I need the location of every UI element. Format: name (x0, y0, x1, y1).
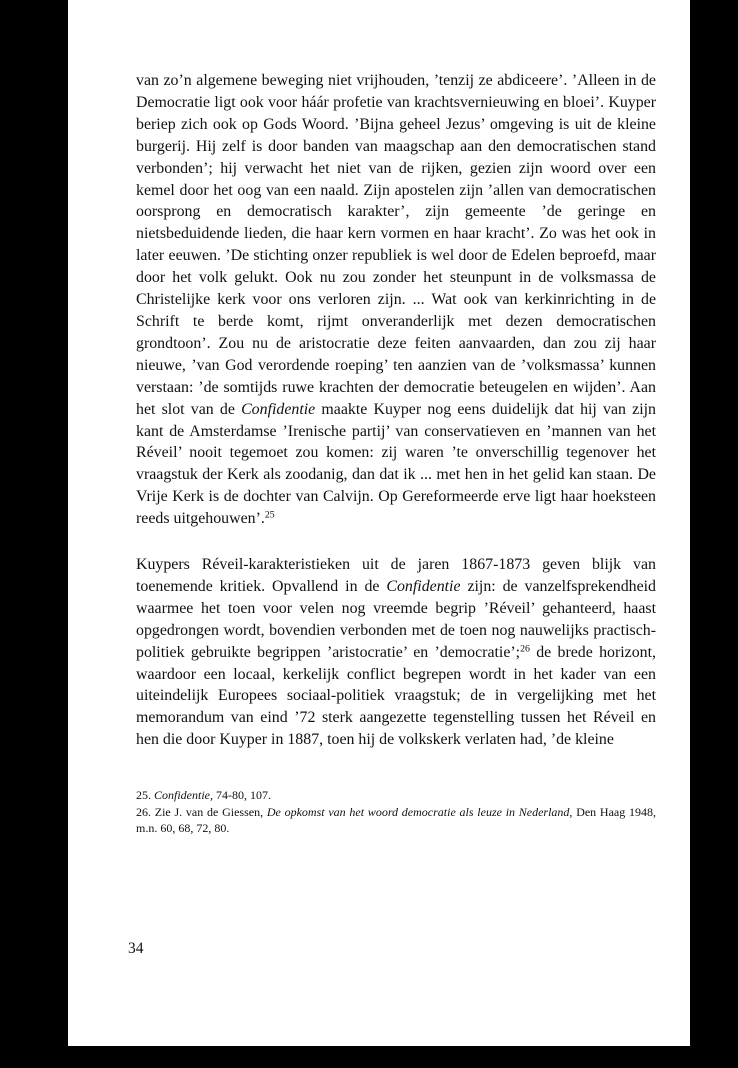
italic-text: Confidentie (241, 400, 316, 418)
italic-text: Confidentie (386, 577, 461, 595)
footnote-ref: 25 (264, 509, 275, 521)
text-run: 26. Zie J. van de Giessen, (136, 804, 267, 819)
text-run: zijn: de vanzelfsprekendheid waarmee het toen voor velen nog vreemde begrip ’Réveil’ gehanteerd, haast opgedrongen wordt, bovendien verbonden met de toen nog nauwelijks practisch-politiek gebruikte begrippen ’aristocratie’ en ’democratie’; (136, 577, 657, 661)
footnote-25 (136, 787, 656, 804)
text-run: de brede horizont, waardoor een locaal, kerkelijk conflict begrepen wordt in het kader van een uiteindelijk Europees sociaal-politiek vraagstuk; de in vergelijking met het memorandum van eind ’72 sterk aangezette tegenstelling tussen het Réveil en hen die door Kuyper in 1887, toen hij de volkskerk verlaten had, ’de kleine (136, 643, 657, 749)
italic-text: Confidentie, (154, 788, 213, 803)
text-run: maakte Kuyper nog eens duidelijk dat hij van zijn kant de Amsterdamse ’Irenische partij’ van conservatieven en ’mannen van het Réveil’ nooit tegemoet zou komen: zij waren ’te onverschillig tegenover het vraagstuk der Kerk als zoodanig, dan dat ik ... met hen in het gelid kan staan. De Vrije Kerk is de dochter van Calvijn. Op Gereformeerde erve ligt haar hoeksteen reeds uitgehouwen’. (136, 400, 656, 528)
text-run: 25. (136, 788, 154, 803)
text-run: 74-80, 107. (213, 788, 271, 803)
italic-text: De opkomst van het woord democratie als leuze in Nederland, (266, 804, 573, 819)
page-number: 34 (128, 940, 144, 957)
text-run: Den Haag 1948, m.n. 60, 68, 72, 80. (136, 804, 657, 836)
footnotes (136, 787, 656, 837)
text-run: Kuypers Réveil-karakteristieken uit de jaren 1867-1873 geven blijk van toenemende kritiek. Opvallend in de (136, 556, 656, 595)
scan-border-right (690, 0, 738, 1068)
text-run: van zo’n algemene beweging niet vrijhouden, ’tenzij ze abdiceere’. ’Alleen in de Democratie ligt ook voor háár profetie van krachtsvernieuwing en bloei’. Kuyper beriep zich ook op Gods Woord. ’Bijna geheel Jezus’ omgeving is uit de kleine burgerij. Hij zelf is door banden van maagschap aan den democratischen stand verbonden’; hij verwacht het niet van de rijken, gezien zijn woord over een kemel door het oog van een naald. Zijn apostelen zijn ’allen van democratischen oorsprong en democratisch karakter’, zijn gemeente ’de geringe en nietsbeduidende lieden, die haar kern vormen en haar kracht’. Zo was het ook in later eeuwen. ’De stichting onzer republiek is wel door de Edelen beproefd, maar door het volk gelukt. Ook nu zou zonder het steunpunt in de volksmassa de Christelijke kerk voor ons verloren zijn. ... Wat ook van kerkinrichting in de Schrift te berde komt, rijmt onveranderlijk met dezen democratischen grondtoon’. Zou nu de aristocratie deze feiten aanvaarden, dan zou zij haar nieuwe, ’van God verordende roeping’ ten aanzien van de ’volksmassa’ kunnen verstaan: ’de somtijds ruwe krachten der democratie beteugelen en wijden’. Aan het slot van de (136, 72, 656, 418)
scan-border-bottom (0, 1046, 738, 1068)
body-paragraph-1 (136, 70, 656, 530)
scan-border-left (0, 0, 68, 1068)
page-body (136, 70, 656, 837)
footnote-26 (136, 804, 656, 837)
footnote-ref: 26 (520, 643, 530, 655)
body-paragraph-2 (136, 554, 656, 751)
